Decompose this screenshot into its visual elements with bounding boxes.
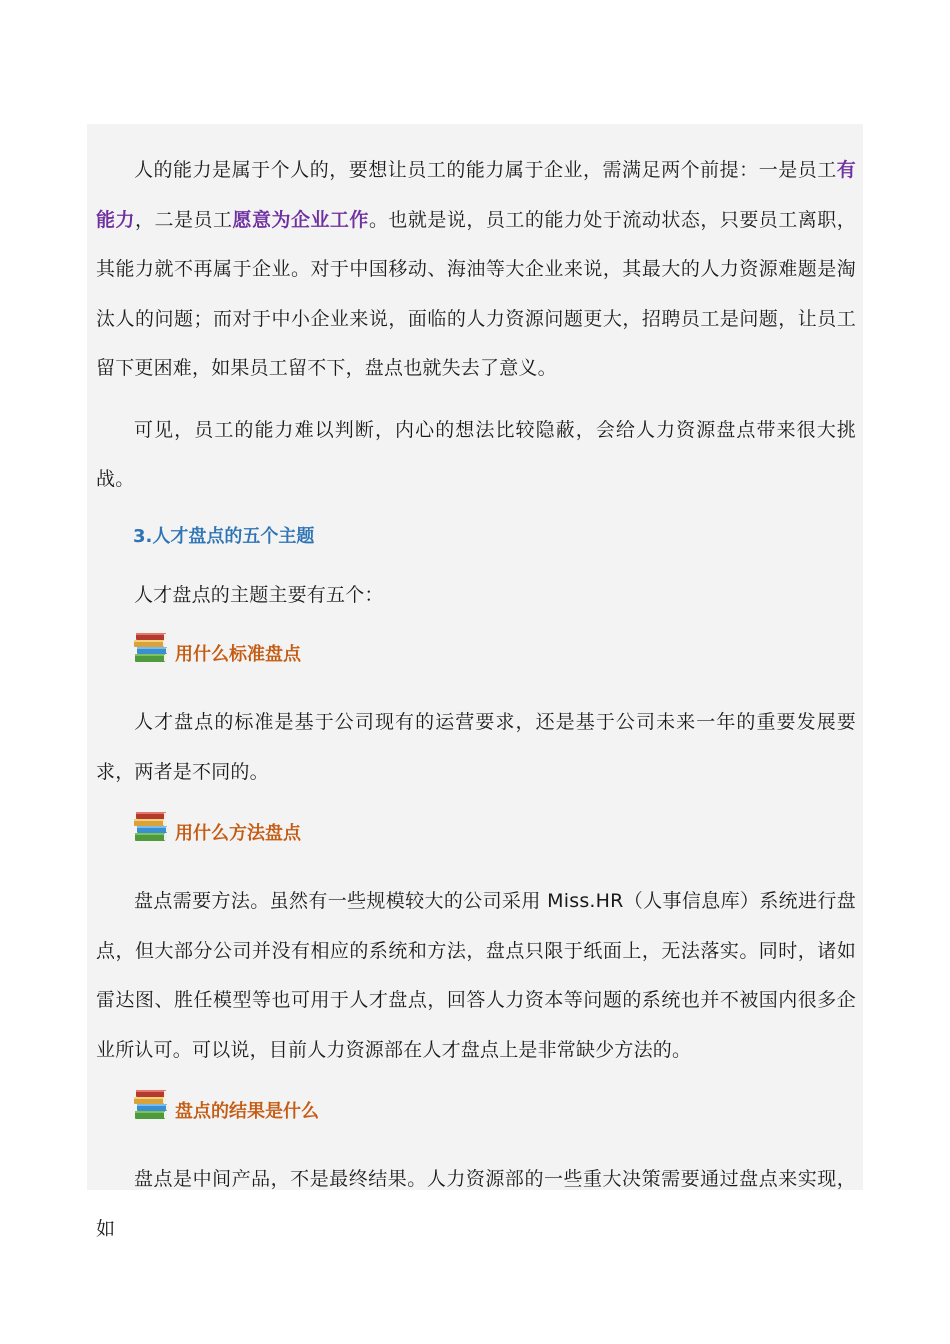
stacked-books-icon [133, 809, 171, 845]
document-content [96, 146, 856, 1254]
paragraph-result: 盘点是中间产品，不是最终结果。人力资源部的一些重大决策需要通过盘点来实现，如 [96, 1168, 856, 1240]
text-run: 。也就是说，员工的能力处于流动状态，只要员工离职，其能力就不再属于企业。对于中国移动、海油等大企业来说，其最大的人力资源难题是淘汰人的问题；而对于中小企业来说，面临的人力资源问题更大，招聘员工是问题，让员工留下更困难，如果员工留不下，盘点也就失去了意义。 [96, 208, 856, 379]
sub-heading-method [96, 809, 856, 853]
document-panel [87, 124, 863, 1240]
text-run: 人的能力是属于个人的，要想让员工的能力属于企业，需满足两个前提：一是员工 [134, 159, 837, 181]
stacked-books-icon [133, 1087, 171, 1123]
section-heading-five-themes: 3.人才盘点的五个主题 [133, 525, 315, 547]
sub-heading-result [96, 1087, 856, 1131]
sub-heading-label: 用什么标准盘点 [175, 644, 301, 665]
paragraph-ability-premise [96, 146, 856, 394]
paragraph-method: 盘点需要方法。虽然有一些规模较大的公司采用 Miss.HR（人事信息库）系统进行盘点，但大部分公司并没有相应的系统和方法，盘点只限于纸面上，无法落实。同时，诸如雷达图、胜任模型等也可用于人才盘点，回答人力资本等问题的系统也并不被国内很多企业所认可。可以说，目前人力资源部在人才盘点上是非常缺少方法的。 [96, 890, 856, 1061]
stacked-books-icon [133, 630, 171, 666]
emphasis-ability: 有能力 [96, 159, 856, 231]
paragraph-challenge: 可见，员工的能力难以判断，内心的想法比较隐蔽，会给人力资源盘点带来很大挑战。 [96, 418, 856, 490]
sub-heading-label: 盘点的结果是什么 [175, 1101, 319, 1122]
paragraph-themes-intro: 人才盘点的主题主要有五个： [134, 583, 384, 606]
text-run: ，二是员工 [135, 208, 233, 231]
emphasis-willing: 愿意为企业工作 [232, 208, 369, 231]
sub-heading-standard [96, 630, 856, 674]
paragraph-standard: 人才盘点的标准是基于公司现有的运营要求，还是基于公司未来一年的重要发展要求，两者是不同的。 [96, 711, 856, 783]
sub-heading-label: 用什么方法盘点 [175, 823, 301, 844]
